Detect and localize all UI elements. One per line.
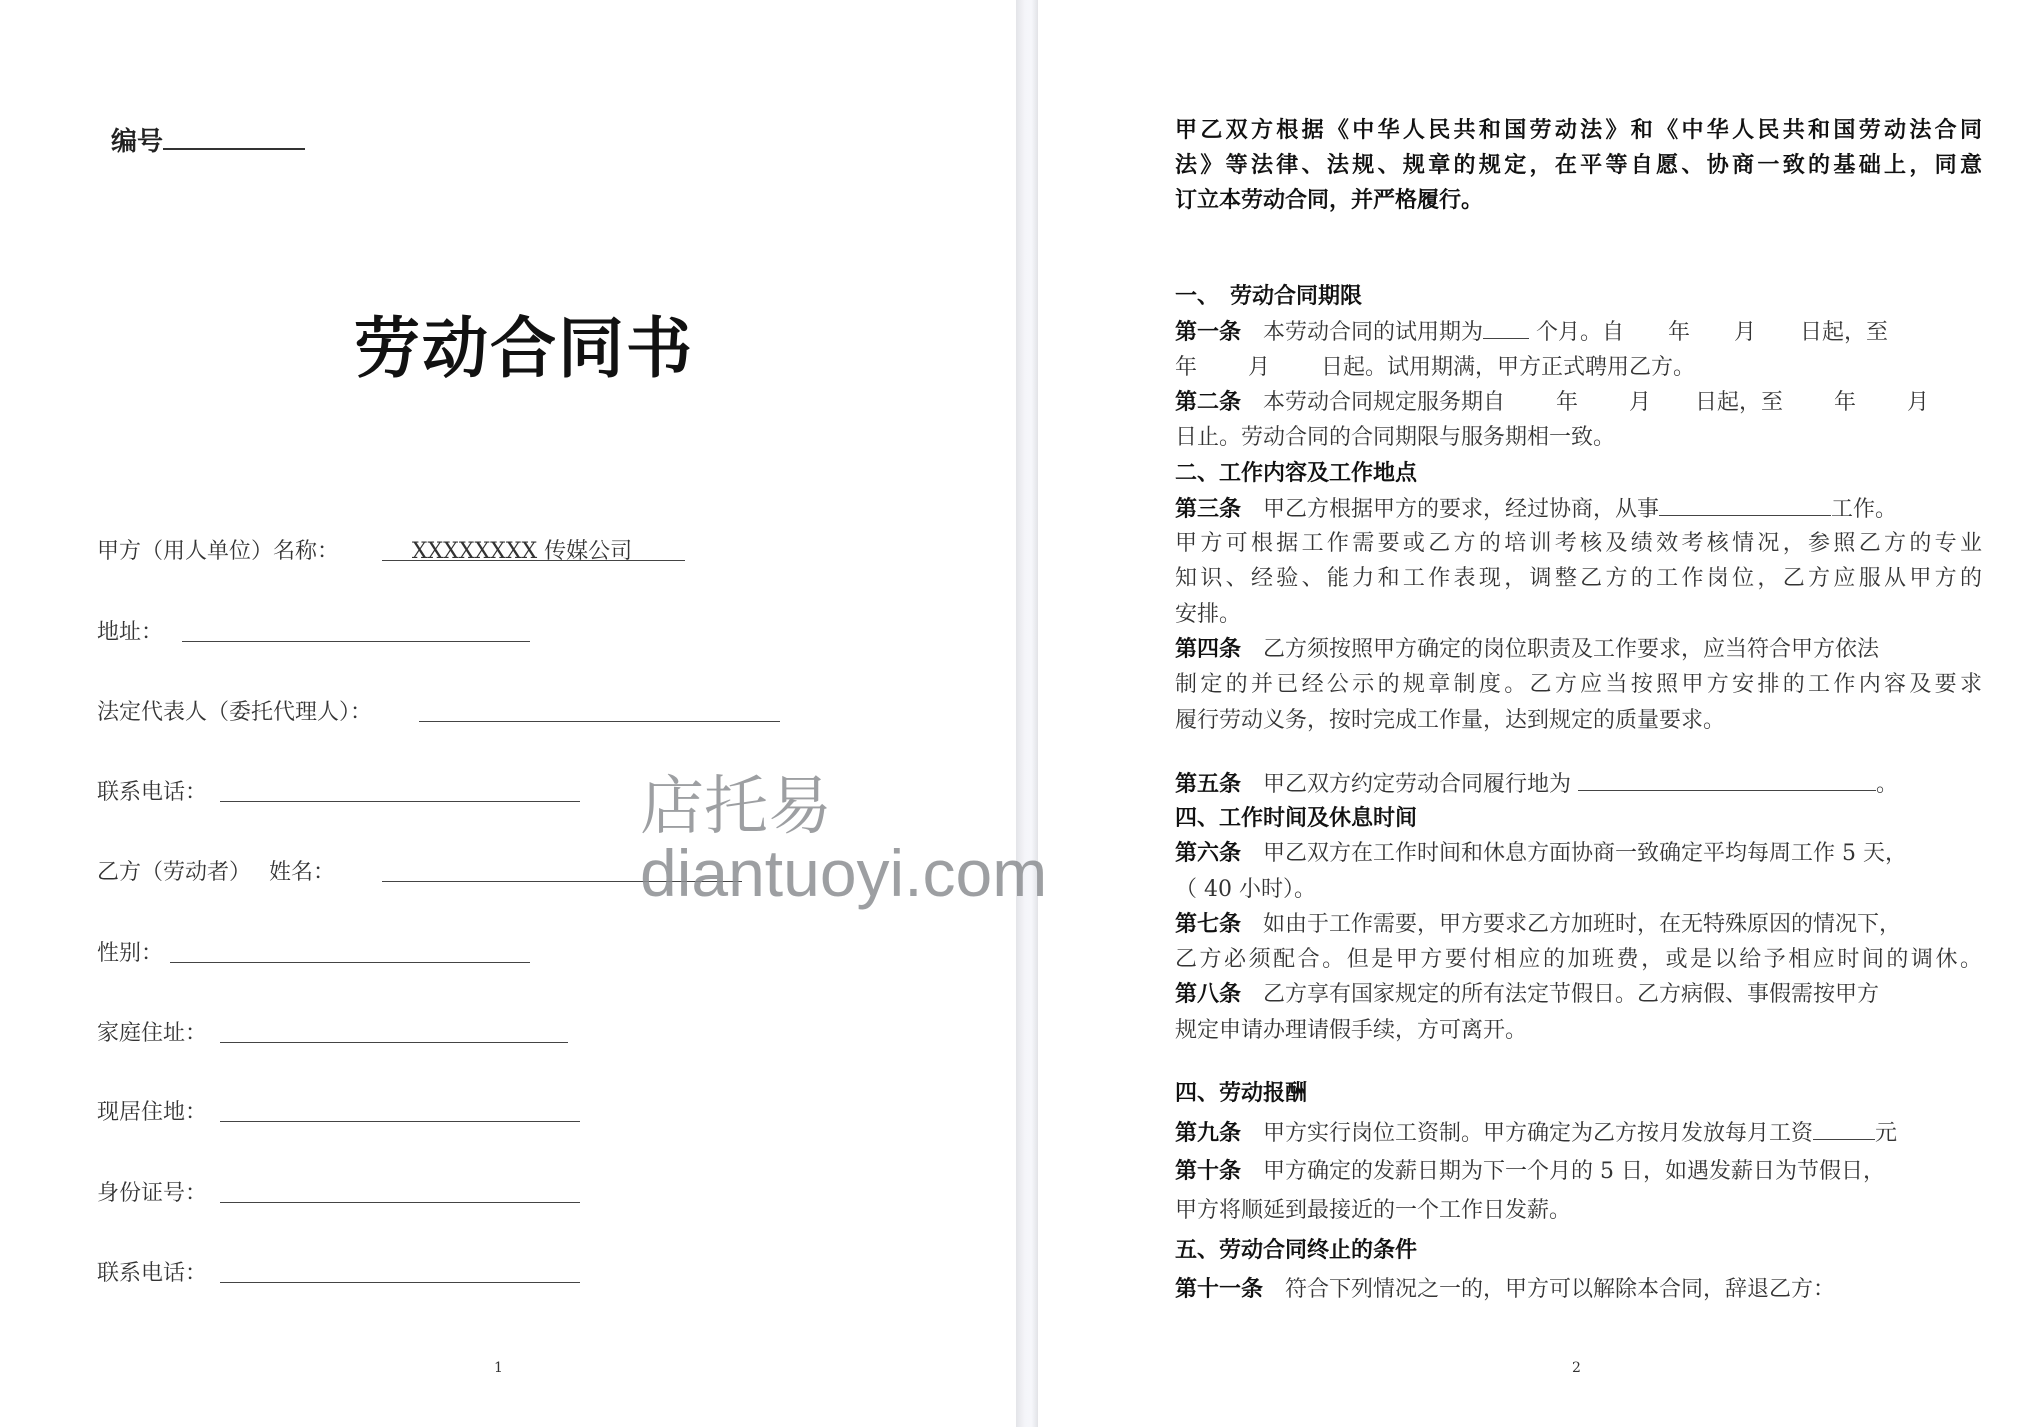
article-label: 第六条	[1175, 841, 1242, 866]
article-text: 甲方将顺延到最接近的一个工作日发薪。	[1175, 1198, 1572, 1223]
blank-line	[1659, 495, 1831, 516]
field-label: 乙方（劳动者） 姓名：	[97, 860, 335, 885]
page-number: 2	[1572, 1360, 1581, 1376]
field-label: 家庭住址：	[97, 1021, 208, 1046]
field-employer-phone	[97, 775, 207, 806]
article-text: 年 月 日起。试用期满，甲方正式聘用乙方。	[1175, 355, 1695, 380]
section-heading: 四、劳动报酬	[1175, 1081, 1308, 1106]
article-text: 乙方须按照甲方确定的岗位职责及工作要求，应当符合甲方依法	[1241, 637, 1880, 662]
field-home-address	[97, 1016, 207, 1047]
article-label: 第四条	[1175, 637, 1242, 662]
article-10	[1175, 1158, 1982, 1186]
article-6	[1175, 840, 2005, 868]
article-text: 乙方必须配合。但是甲方要付相应的加班费，或是以给予相应时间的调休。	[1175, 947, 1982, 972]
watermark-text: 店托易	[640, 770, 832, 842]
article-5	[1175, 770, 1982, 799]
page-gutter	[1016, 0, 1038, 1427]
blank-line	[1483, 318, 1529, 339]
field-label: 地址：	[97, 620, 164, 645]
field-gender	[97, 936, 163, 967]
article-label: 第九条	[1175, 1121, 1242, 1146]
article-text: 甲方实行岗位工资制。甲方确定为乙方按月发放每月工资	[1241, 1121, 1814, 1146]
section-heading: 四、工作时间及休息时间	[1175, 806, 1418, 831]
watermark-url: diantuoyi.com	[640, 836, 1048, 910]
article-8	[1175, 981, 1982, 1009]
article-text: 乙方享有国家规定的所有法定节假日。乙方病假、事假需按甲方	[1241, 982, 1880, 1007]
article-label: 第十条	[1175, 1159, 1242, 1184]
article-text: 甲乙方根据甲方的要求，经过协商，从事	[1241, 497, 1660, 522]
field-legal-representative	[97, 695, 372, 726]
article-label: 第十一条	[1175, 1277, 1264, 1302]
article-label: 第二条	[1175, 390, 1242, 415]
article-text: 。	[1876, 772, 1899, 797]
article-text: 本劳动合同规定服务期自 年 月 日起，至 年 月	[1241, 390, 1929, 415]
article-4	[1175, 636, 1982, 664]
article-label: 第七条	[1175, 912, 1242, 937]
field-employee-name	[97, 855, 335, 886]
article-label: 第五条	[1175, 772, 1242, 797]
article-text: 规定申请办理请假手续，方可离开。	[1175, 1018, 1528, 1043]
article-text: 安排。	[1175, 602, 1242, 627]
article-text: 履行劳动义务，按时完成工作量，达到规定的质量要求。	[1175, 708, 1726, 733]
field-current-address	[97, 1095, 207, 1126]
field-employee-phone	[97, 1256, 207, 1287]
article-text: 符合下列情况之一的，甲方可以解除本合同，辞退乙方：	[1263, 1277, 1836, 1302]
document-title: 劳动合同书	[354, 310, 694, 387]
article-label: 第一条	[1175, 320, 1242, 345]
field-label: 现居住地：	[97, 1100, 208, 1125]
field-label: 身份证号：	[97, 1181, 208, 1206]
serial-number-blank	[163, 124, 305, 150]
field-employer-name	[97, 534, 633, 565]
article-label: 第三条	[1175, 497, 1242, 522]
page-number: 1	[494, 1360, 503, 1376]
blank-line	[1578, 770, 1876, 791]
article-text: 个月。自 年 月 日起，至	[1529, 320, 1889, 345]
article-text: 甲方可根据工作需要或乙方的培训考核及绩效考核情况，参照乙方的专业	[1175, 531, 1982, 556]
field-value: XXXXXXXX 传媒公司	[411, 539, 633, 564]
field-id-number	[97, 1176, 207, 1207]
blank-line	[1813, 1119, 1875, 1140]
article-text: 知识、经验、能力和工作表现，调整乙方的工作岗位，乙方应服从甲方的	[1175, 566, 1982, 591]
intro-line: 订立本劳动合同，并严格履行。	[1175, 188, 1484, 213]
page-2	[1038, 0, 2032, 1427]
section-heading: 五、劳动合同终止的条件	[1175, 1238, 1418, 1263]
article-text: 元	[1875, 1121, 1898, 1146]
article-9	[1175, 1119, 1982, 1148]
article-label: 第八条	[1175, 982, 1242, 1007]
field-label: 联系电话：	[97, 1261, 208, 1286]
serial-number-field	[111, 121, 305, 158]
article-text: 工作。	[1831, 497, 1898, 522]
article-text: 甲乙双方在工作时间和休息方面协商一致确定平均每周工作 5 天，	[1241, 841, 1908, 866]
article-text: 如由于工作需要，甲方要求乙方加班时，在无特殊原因的情况下，	[1241, 912, 1902, 937]
intro-line: 甲乙双方根据《中华人民共和国劳动法》和《中华人民共和国劳动法合同	[1175, 118, 1982, 143]
article-text: 甲方确定的发薪日期为下一个月的 5 日，如遇发薪日为节假日，	[1241, 1159, 1886, 1184]
article-text: （ 40 小时）。	[1175, 877, 1316, 902]
field-label: 甲方（用人单位）名称：	[97, 539, 340, 564]
article-text: 制定的并已经公示的规章制度。乙方应当按照甲方安排的工作内容及要求	[1175, 672, 1982, 697]
article-text: 日止。劳动合同的合同期限与服务期相一致。	[1175, 425, 1616, 450]
intro-line: 法》等法律、法规、规章的规定，在平等自愿、协商一致的基础上，同意	[1175, 153, 1982, 178]
article-1	[1175, 318, 1982, 347]
serial-number-label: 编号	[111, 127, 164, 157]
article-3	[1175, 495, 1982, 524]
field-label: 性别：	[97, 941, 164, 966]
field-label: 联系电话：	[97, 780, 208, 805]
article-text: 甲乙双方约定劳动合同履行地为	[1241, 772, 1579, 797]
field-address	[97, 615, 163, 646]
section-heading: 二、工作内容及工作地点	[1175, 461, 1418, 486]
article-11	[1175, 1276, 1982, 1304]
article-7	[1175, 911, 1982, 939]
section-heading: 一、 劳动合同期限	[1175, 284, 1363, 309]
field-label: 法定代表人（委托代理人）：	[97, 700, 373, 725]
article-text: 本劳动合同的试用期为	[1241, 320, 1484, 345]
article-2	[1175, 389, 1982, 417]
